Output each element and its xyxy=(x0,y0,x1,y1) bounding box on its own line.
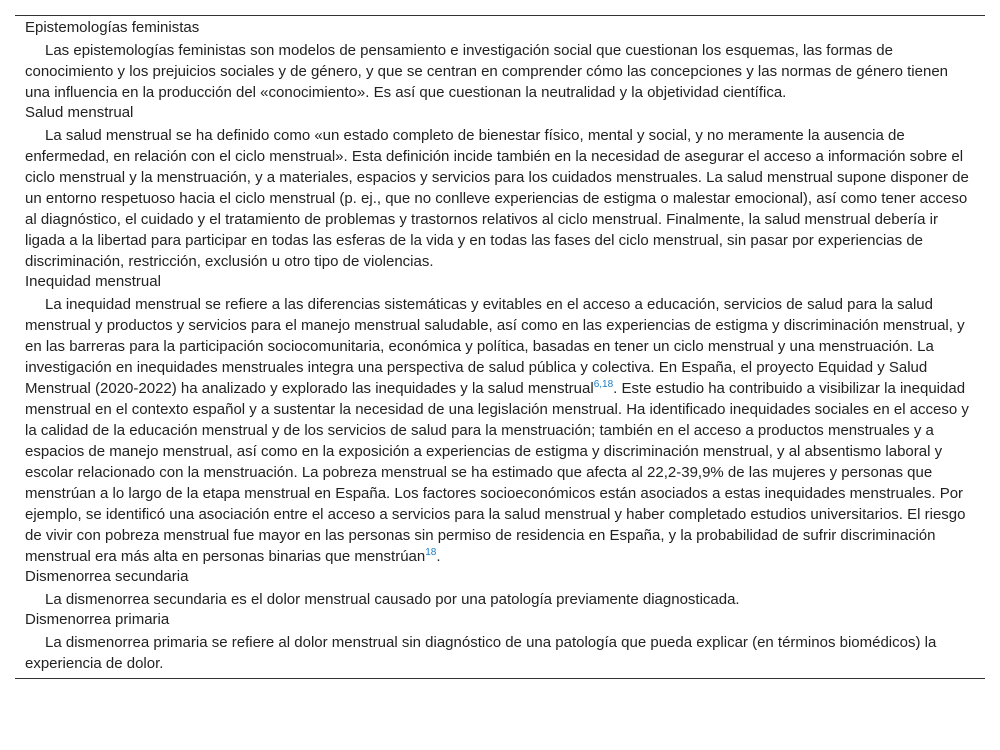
glossary-entry-salud-menstrual xyxy=(15,103,985,272)
glossary-entry-dismenorrea-secundaria xyxy=(15,567,985,610)
glossary-definition: La salud menstrual se ha definido como «un estado completo de bienestar físico, mental y social, y no meramente la ausencia de enfermedad, en relación con el ciclo menstrual». Esta definición incide también en la necesidad de asegurar el acceso a información sobre el ciclo menstrual y la menstruación, y a materiales, espacios y servicios para los cuidados menstruales. La salud menstrual supone disponer de un entorno respetuoso hacia el ciclo menstrual (p. ej., que no conlleve experiencias de estigma o malestar emocional), así como tener acceso al diagnóstico, el cuidado y el tratamiento de problemas y trastornos relativos al ciclo menstrual. Finalmente, la salud menstrual debería ir ligada a la libertad para participar en todas las esferas de la vida y en todas las fases del ciclo menstrual, sin pasar por experiencias de discriminación, restricción, exclusión u otro tipo de violencias. xyxy=(25,127,969,270)
glossary-term: Inequidad menstrual xyxy=(25,273,161,290)
definition-text: La inequidad menstrual se refiere a las diferencias sistemáticas y evitables en el acceso a educación, servicios de salud para la salud menstrual y productos y servicios para el manejo menstrual saludable, así como en las experiencias de estigma y discriminación menstrual, y en las barreras para la participación sociocomunitaria, económica y política, basadas en tener un ciclo menstrual y una menstruación. La investigación en inequidades menstruales integra una perspectiva de salud pública y colectiva. En España, el proyecto Equidad y Salud Menstrual (2020-2022) ha analizado y explorado las inequidades y la salud menstrual xyxy=(25,296,965,397)
glossary-term: Dismenorrea primaria xyxy=(25,611,170,628)
glossary-term: Salud menstrual xyxy=(25,104,134,121)
reference-link[interactable]: 18 xyxy=(425,547,437,558)
glossary-definition: La dismenorrea primaria se refiere al dolor menstrual sin diagnóstico de una patología que pueda explicar (en términos biomédicos) la experiencia de dolor. xyxy=(25,634,937,672)
glossary-definition: La dismenorrea secundaria es el dolor menstrual causado por una patología previamente diagnosticada. xyxy=(45,591,740,608)
definition-text: . xyxy=(436,548,441,565)
definition-text: . Este estudio ha contribuido a visibilizar la inequidad menstrual en el contexto español y a sustentar la necesidad de una legislación menstrual. Ha identificado inequidades sociales en el acceso y la calidad de la educación menstrual y de los servicios de salud para la menstruación; también en el acceso a productos menstruales y a espacios de manejo menstrual, así como en la exposición a experiencias de estigma y discriminación menstrual, y al absentismo laboral y escolar relacionado con la menstruación. La pobreza menstrual se ha estimado que afecta al 22,2-39,9% de las mujeres y personas que menstrúan a lo largo de la etapa menstrual en España. Los factores socioeconómicos están asociados a estas inequidades menstruales. Por ejemplo, se identificó una asociación entre el acceso a servicios para la salud menstrual y haber completado estudios universitarios. El riesgo de vivir con pobreza menstrual fue mayor en las personas sin permiso de residencia en España, y la probabilidad de sufrir discriminación menstrual era más alta en personas binarias que menstrúan xyxy=(25,380,969,565)
reference-link[interactable]: 6,18 xyxy=(593,379,614,390)
glossary-entry-epistemologias-feministas xyxy=(15,18,985,103)
glossary-entry-dismenorrea-primaria xyxy=(15,610,985,674)
glossary-term: Epistemologías feministas xyxy=(25,19,200,36)
glossary-entry-inequidad-menstrual xyxy=(15,272,985,567)
glossary-table xyxy=(15,15,985,679)
glossary-definition xyxy=(25,294,975,567)
glossary-term: Dismenorrea secundaria xyxy=(25,568,189,585)
glossary-definition: Las epistemologías feministas son modelos de pensamiento e investigación social que cuestionan los esquemas, las formas de conocimiento y los prejuicios sociales y de género, y que se centran en comprender cómo las concepciones y las normas de género tienen una influencia en la producción del «conocimiento». Es así que cuestionan la neutralidad y la objetividad científica. xyxy=(25,42,949,101)
